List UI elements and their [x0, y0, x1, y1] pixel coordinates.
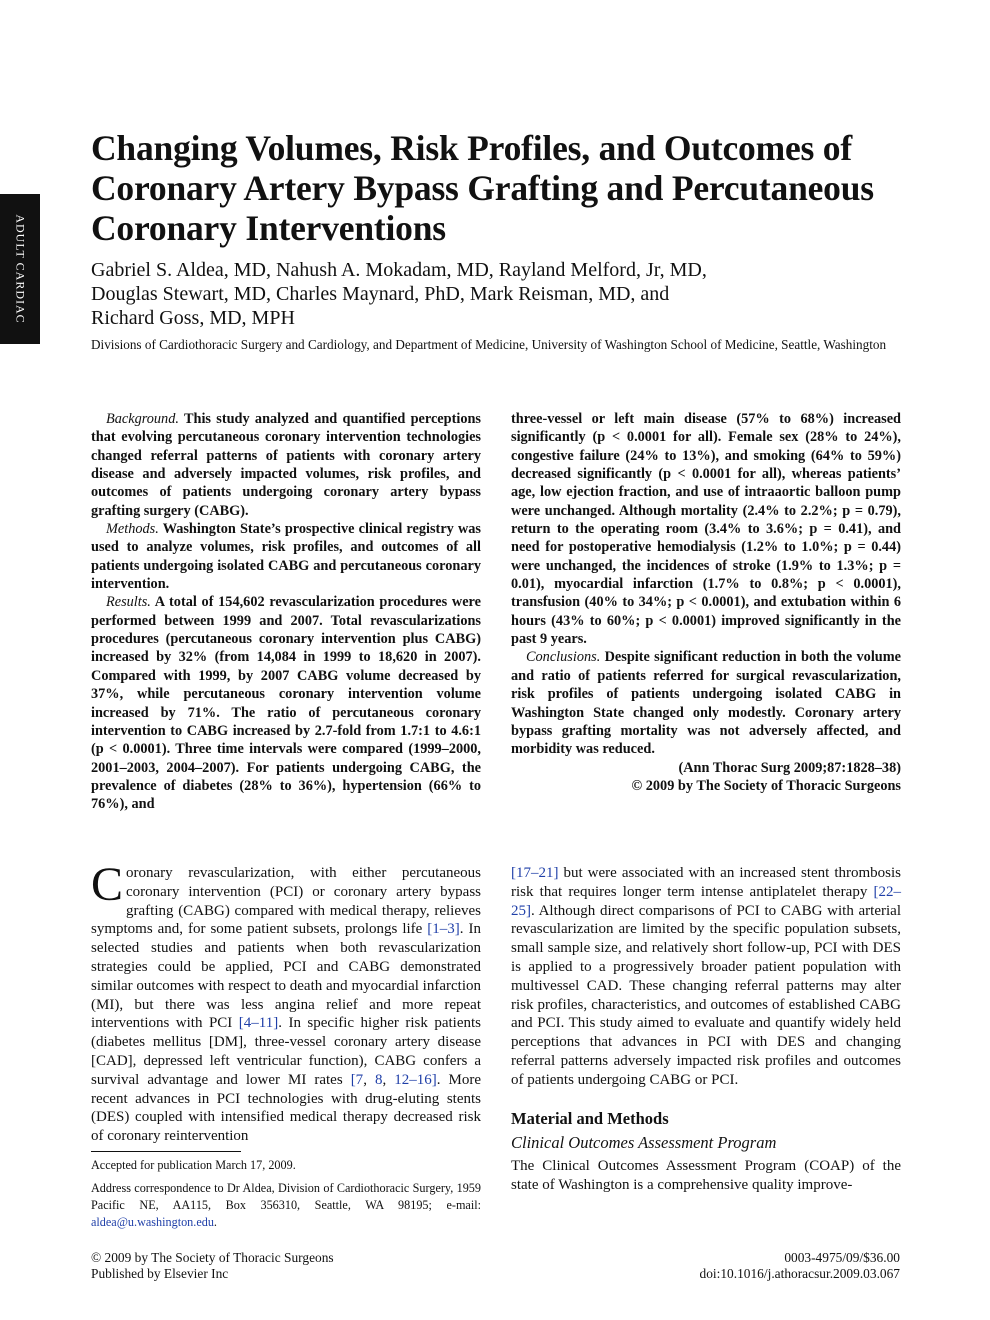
- author-name: Rayland Melford, Jr: [498, 259, 660, 281]
- author-line: Richard Goss, MD, MPH: [91, 307, 295, 329]
- author-degree: MD: [233, 283, 266, 305]
- author-name: Charles Maynard: [276, 283, 415, 305]
- title-line: Coronary Artery Bypass Grafting and Percutaneous: [91, 168, 874, 208]
- address-punctuation: .: [213, 1215, 217, 1229]
- body-text: but were associated with an increased stent thrombosis risk that requires longer term intense antiplatelet therapy: [511, 865, 901, 900]
- citation-link[interactable]: 12–16]: [394, 1071, 437, 1088]
- abstract-text: A total of 154,602 revascularization procedures were performed between 1999 and 2007. Total revascularizations procedures (percutaneous coronary intervention plus CABG) increased by 32% (from 14,084 in 1999 to 18,620 in 2007). Compared with 1999, by 2007 CABG volume decreased by 37%, while percutaneous coronary intervention volume increased by 71%. The ratio of percutaneous coronary intervention to CABG increased by 2.7-fold from 1.7:1 to 4.6:1 (p < 0.0001). Three time intervals were compared (1999–2000, 2001–2003, 2004–2007). For patients undergoing CABG, the prevalence of diabetes (28% to 36%), hypertension (66% to 76%), and: [91, 594, 481, 813]
- author-line: Gabriel S. Aldea, MD, Nahush A. Mokadam, MD, Rayland Melford, Jr, MD,: [91, 259, 707, 281]
- body-paragraph: The Clinical Outcomes Assessment Program (COAP) of the state of Washington is a comprehensive quality improve-: [511, 1158, 901, 1193]
- citation-link[interactable]: [17–21]: [511, 865, 559, 881]
- body-paragraph: [511, 864, 901, 1090]
- author-line: Douglas Stewart, MD, Charles Maynard, PhD, Mark Reisman, MD, and: [91, 283, 670, 305]
- section-tab-label: ADULT CARDIAC: [13, 214, 28, 324]
- abstract-background: [91, 410, 481, 520]
- citation-link[interactable]: [1–3]: [427, 921, 460, 938]
- abstract-label: Conclusions.: [526, 649, 601, 666]
- author-degree: MD, MPH: [209, 307, 295, 329]
- body-text: . More recent advances in PCI technologies with drug-eluting stents (DES) coupled with intensified medical therapy decreased risk of coronary reintervention: [91, 1071, 482, 1145]
- footer-doi: doi:10.1016/j.athoracsur.2009.03.067: [699, 1265, 900, 1281]
- abstract-results-continued: three-vessel or left main disease (57% to 68%) increased significantly (p < 0.0001 for all). Female sex (28% to 24%), congestive failure (24% to 13%), and smoking (64% to 59%) decreased significantly (p < 0.0001 for all), whereas patients’ age, low ejection fraction, and use of intraaortic balloon pump were unchanged. Although mortality (2.4% to 2.2%; p = 0.79), return to the operating room (3.4% to 3.6%; p = 0.41), and need for postoperative hemodialysis (1.2% to 1.0%; p = 0.44) were unchanged, the incidences of stroke (1.9% to 1.3%; p = 0.01), myocardial infarction (1.7% to 0.8%; p < 0.0001), transfusion (40% to 34%; p < 0.0001), and extubation within 6 hours (43% to 60%; p < 0.0001) improved significantly in the past 9 years.: [511, 411, 901, 648]
- article-title: [91, 128, 911, 248]
- journal-citation: (Ann Thorac Surg 2009;87:1828–38): [678, 759, 901, 776]
- author-degree: MD: [233, 259, 266, 281]
- abstract-methods: [91, 520, 481, 593]
- email-link[interactable]: aldea@u.washington.edu: [91, 1215, 214, 1229]
- title-line: Coronary Interventions: [91, 208, 446, 248]
- section-heading: Material and Methods: [511, 1108, 669, 1128]
- footnotes: [91, 1157, 481, 1237]
- body-text: . In selected studies and patients when both revascularization strategies could be applied, PCI and CABG demonstrated similar outcomes with respect to death and myocardial infarction (MI), but there was less angina relief and more repeat interventions with PCI: [91, 921, 481, 1032]
- abstract-left-column: [91, 410, 481, 814]
- title-line: Changing Volumes, Risk Profiles, and Outcomes of: [91, 128, 852, 168]
- footnote-divider: [91, 1151, 241, 1152]
- footer-publisher: Published by Elsevier Inc: [91, 1265, 229, 1281]
- author-conjunction: and: [640, 283, 670, 305]
- citation-link[interactable]: [4–11]: [238, 1015, 279, 1032]
- citation-link[interactable]: [7: [350, 1071, 364, 1088]
- subsection-heading: Clinical Outcomes Assessment Program: [511, 1133, 777, 1153]
- author-name: Douglas Stewart: [91, 283, 224, 305]
- section-tab: [0, 194, 40, 344]
- drop-cap: C: [91, 858, 124, 911]
- footer-left: [91, 1250, 334, 1281]
- author-name: Gabriel S. Aldea: [91, 259, 224, 281]
- address-text: Address correspondence to Dr Aldea, Division of Cardiothoracic Surgery, 1959 Pacific NE, AA115, Box 356310, Seattle, WA 98195; e-mail:: [91, 1181, 481, 1212]
- citation-link[interactable]: 8: [374, 1071, 383, 1088]
- author-degree: MD: [598, 283, 631, 305]
- correspondence-address: [91, 1180, 481, 1231]
- author-degree: PhD: [424, 283, 460, 305]
- abstract-text: Washington State’s prospective clinical registry was used to analyze volumes, risk profiles, and outcomes of all patients undergoing isolated CABG and percutaneous coronary intervention.: [91, 521, 481, 593]
- citation-link[interactable]: [22–25]: [511, 883, 901, 919]
- body-right-column: [511, 864, 901, 1195]
- abstract-label: Methods.: [106, 521, 159, 538]
- footer-right: [700, 1250, 900, 1281]
- author-name: Mark Reisman: [469, 283, 589, 305]
- author-degree: MD: [669, 259, 702, 281]
- author-list: [91, 258, 911, 330]
- abstract-label: Results.: [106, 594, 151, 611]
- abstract-text: Despite significant reduction in both the volume and ratio of patients referred for surgical revascularization, risk profiles of patients undergoing isolated CABG in Washington State changed only modestly. Coronary artery bypass grafting mortality was not adversely affected, and morbidity was reduced.: [511, 649, 901, 758]
- abstract-text: This study analyzed and quantified perceptions that evolving percutaneous coronary intervention technologies changed referral patterns of patients with coronary artery disease and adversely impacted volumes, risk profiles, and outcomes of patients undergoing coronary artery bypass grafting surgery (CABG).: [91, 411, 481, 519]
- affiliation: Divisions of Cardiothoracic Surgery and Cardiology, and Department of Medicine, University of Washington School of Medicine, Seattle, Washington: [91, 337, 887, 352]
- author-degree: MD: [456, 259, 489, 281]
- body-left-column: [91, 858, 482, 1146]
- abstract-right-column: [511, 410, 901, 795]
- abstract-label: Background.: [106, 411, 179, 427]
- body-text: . Although direct comparisons of PCI to CABG with arterial revascularization are limited by the specific population subsets, small sample size, and relatively short follow-up, PCI with DES is applied to a progressively broader patient population with multivessel CAD. These changing referral patterns may alter risk profiles, characteristics, and outcomes of established CABG and PCI. This study aimed to evaluate and quantify widely held perceptions that advances in PCI with DES and changing referral patterns adversely impacted risk profiles and outcomes of patients undergoing CABG or PCI.: [511, 902, 901, 1088]
- body-text: oronary revascularization, with either percutaneous coronary intervention (PCI) or coronary artery bypass grafting (CABG) compared with medical therapy, relieves symptoms and, for some patient subsets, prolongs life: [91, 865, 481, 938]
- author-name: Nahush A. Mokadam: [275, 259, 447, 281]
- accepted-date: Accepted for publication March 17, 2009.: [91, 1158, 296, 1172]
- author-name: Richard Goss: [91, 307, 200, 329]
- footer-copyright: © 2009 by The Society of Thoracic Surgeons: [91, 1250, 334, 1265]
- abstract-conclusions: [511, 648, 901, 758]
- body-paragraph: Coronary revascularization, with either percutaneous coronary intervention (PCI) or coronary artery bypass grafting (CABG) compared with medical therapy, relieves symptoms and, for some patient subsets, prolongs life [1–3]. In selected studies and patients when both revascularization strategies could be applied, PCI and CABG demonstrated similar outcomes with respect to death and myocardial infarction (MI), but there was less angina relief and more repeat interventions with PCI [4–11]. In specific higher risk patients (diabetes mellitus [DM], three-vessel coronary artery disease [CAD], depressed left ventricular function), CABG confers a survival advantage and lower MI rates [7, 8, 12–16]. More recent advances in PCI technologies with drug-eluting stents (DES) coupled with intensified medical therapy decreased risk of coronary reintervention: [91, 858, 482, 1145]
- body-text: . In specific higher risk patients (diabetes mellitus [DM], three-vessel coronary artery disease [CAD], depressed left ventricular function), CABG confers a survival advantage and lower MI rates: [91, 1015, 481, 1088]
- abstract-copyright: © 2009 by The Society of Thoracic Surgeons: [631, 777, 901, 794]
- abstract-results: [91, 593, 481, 813]
- footer-issn: 0003-4975/09/$36.00: [784, 1250, 900, 1265]
